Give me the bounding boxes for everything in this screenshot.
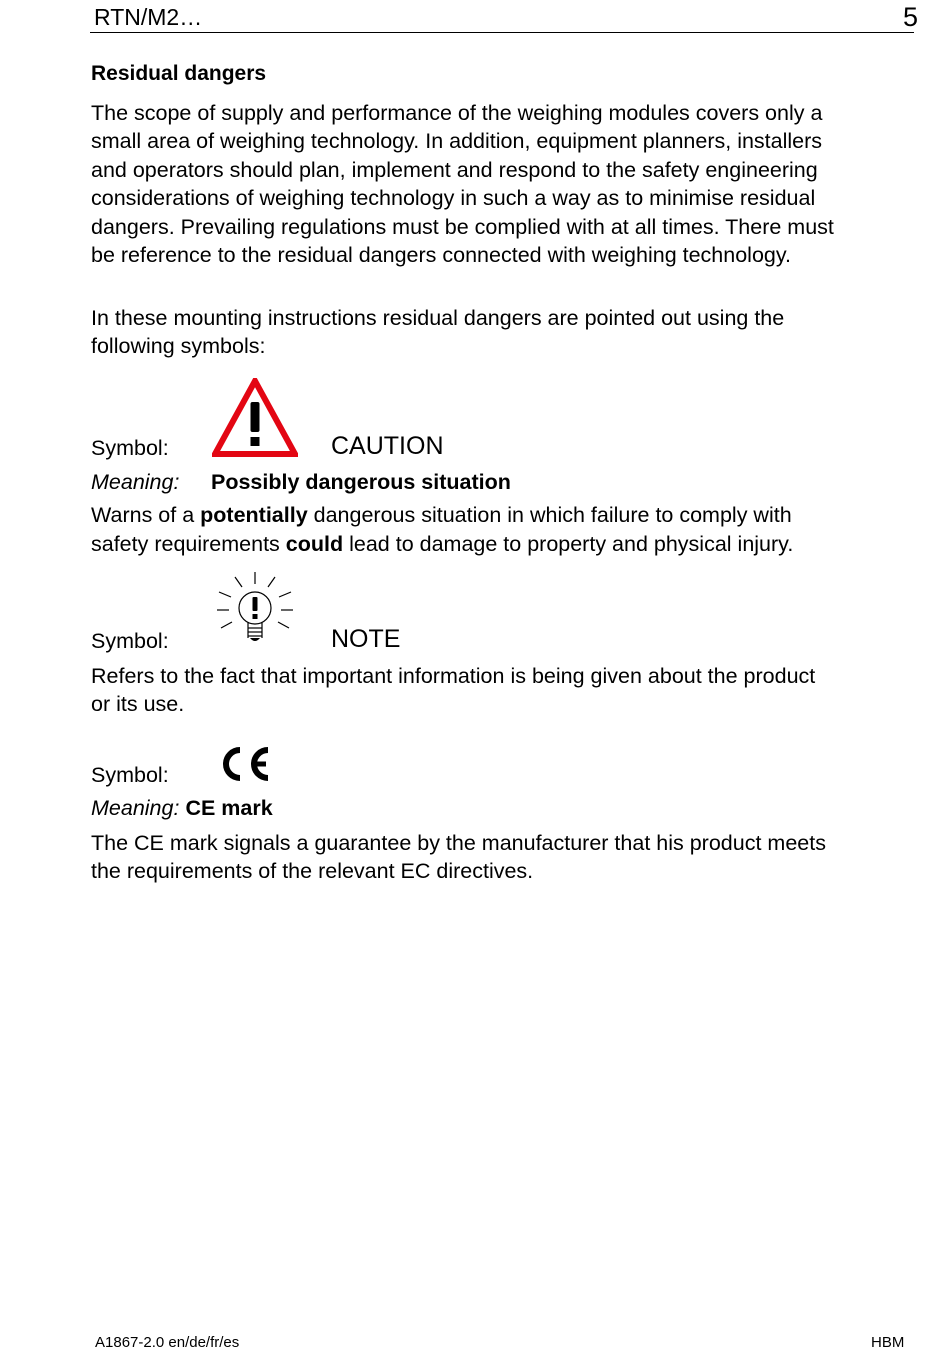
caution-title: CAUTION bbox=[331, 432, 444, 460]
caution-desc-text: dangerous situation in which failure to comply with bbox=[307, 503, 792, 527]
ce-mark-icon bbox=[218, 744, 274, 784]
section-heading: Residual dangers bbox=[91, 62, 267, 85]
warning-triangle-icon bbox=[212, 378, 298, 458]
header-rule bbox=[90, 32, 914, 33]
intro-paragraph: The scope of supply and performance of the weighing modules covers only a small area of weighing technology. In addition, equipment planners, installers and operators should plan, implement and respond to the safety engineering considerations of weighing technology in such a way as to minimise residual dangers. Prevailing regulations must be complied with at all times. There must be reference to the residual dangers connected with weighing technology. bbox=[91, 101, 834, 268]
caution-desc-text: Warns of a bbox=[91, 503, 201, 527]
caution-symbol-label: Symbol: bbox=[91, 436, 169, 460]
symbols-intro-paragraph: In these mounting instructions residual dangers are pointed out using the following symbols: bbox=[91, 306, 785, 359]
ce-description: The CE mark signals a guarantee by the manufacturer that his product meets the requirements of the relevant EC directives. bbox=[91, 831, 826, 884]
caution-meaning-label: Meaning: bbox=[91, 470, 180, 494]
ce-symbol-label: Symbol: bbox=[91, 763, 169, 787]
ce-meaning-row bbox=[91, 796, 273, 821]
caution-description-line1 bbox=[91, 503, 792, 528]
note-symbol-label: Symbol: bbox=[91, 629, 169, 653]
note-title: NOTE bbox=[331, 625, 401, 653]
caution-meaning: Possibly dangerous situation bbox=[211, 470, 511, 494]
caution-description-line2 bbox=[91, 532, 793, 557]
caution-desc-emphasis: potentially bbox=[200, 503, 308, 527]
page-number: 5 bbox=[902, 2, 918, 32]
caution-desc-emphasis: could bbox=[285, 532, 344, 556]
brand-label: HBM bbox=[871, 1334, 905, 1351]
ce-meaning-label: Meaning: bbox=[91, 796, 180, 820]
caution-desc-text: safety requirements bbox=[91, 532, 286, 556]
ce-meaning: CE mark bbox=[185, 796, 273, 820]
caution-meaning-row bbox=[91, 470, 179, 495]
note-description: Refers to the fact that important information is being given about the product or its use. bbox=[91, 664, 816, 717]
running-header-title: RTN/M2… bbox=[94, 4, 203, 30]
document-id: A1867-2.0 en/de/fr/es bbox=[95, 1334, 240, 1351]
light-bulb-icon bbox=[214, 570, 296, 652]
caution-desc-text: lead to damage to property and physical injury. bbox=[343, 532, 794, 556]
